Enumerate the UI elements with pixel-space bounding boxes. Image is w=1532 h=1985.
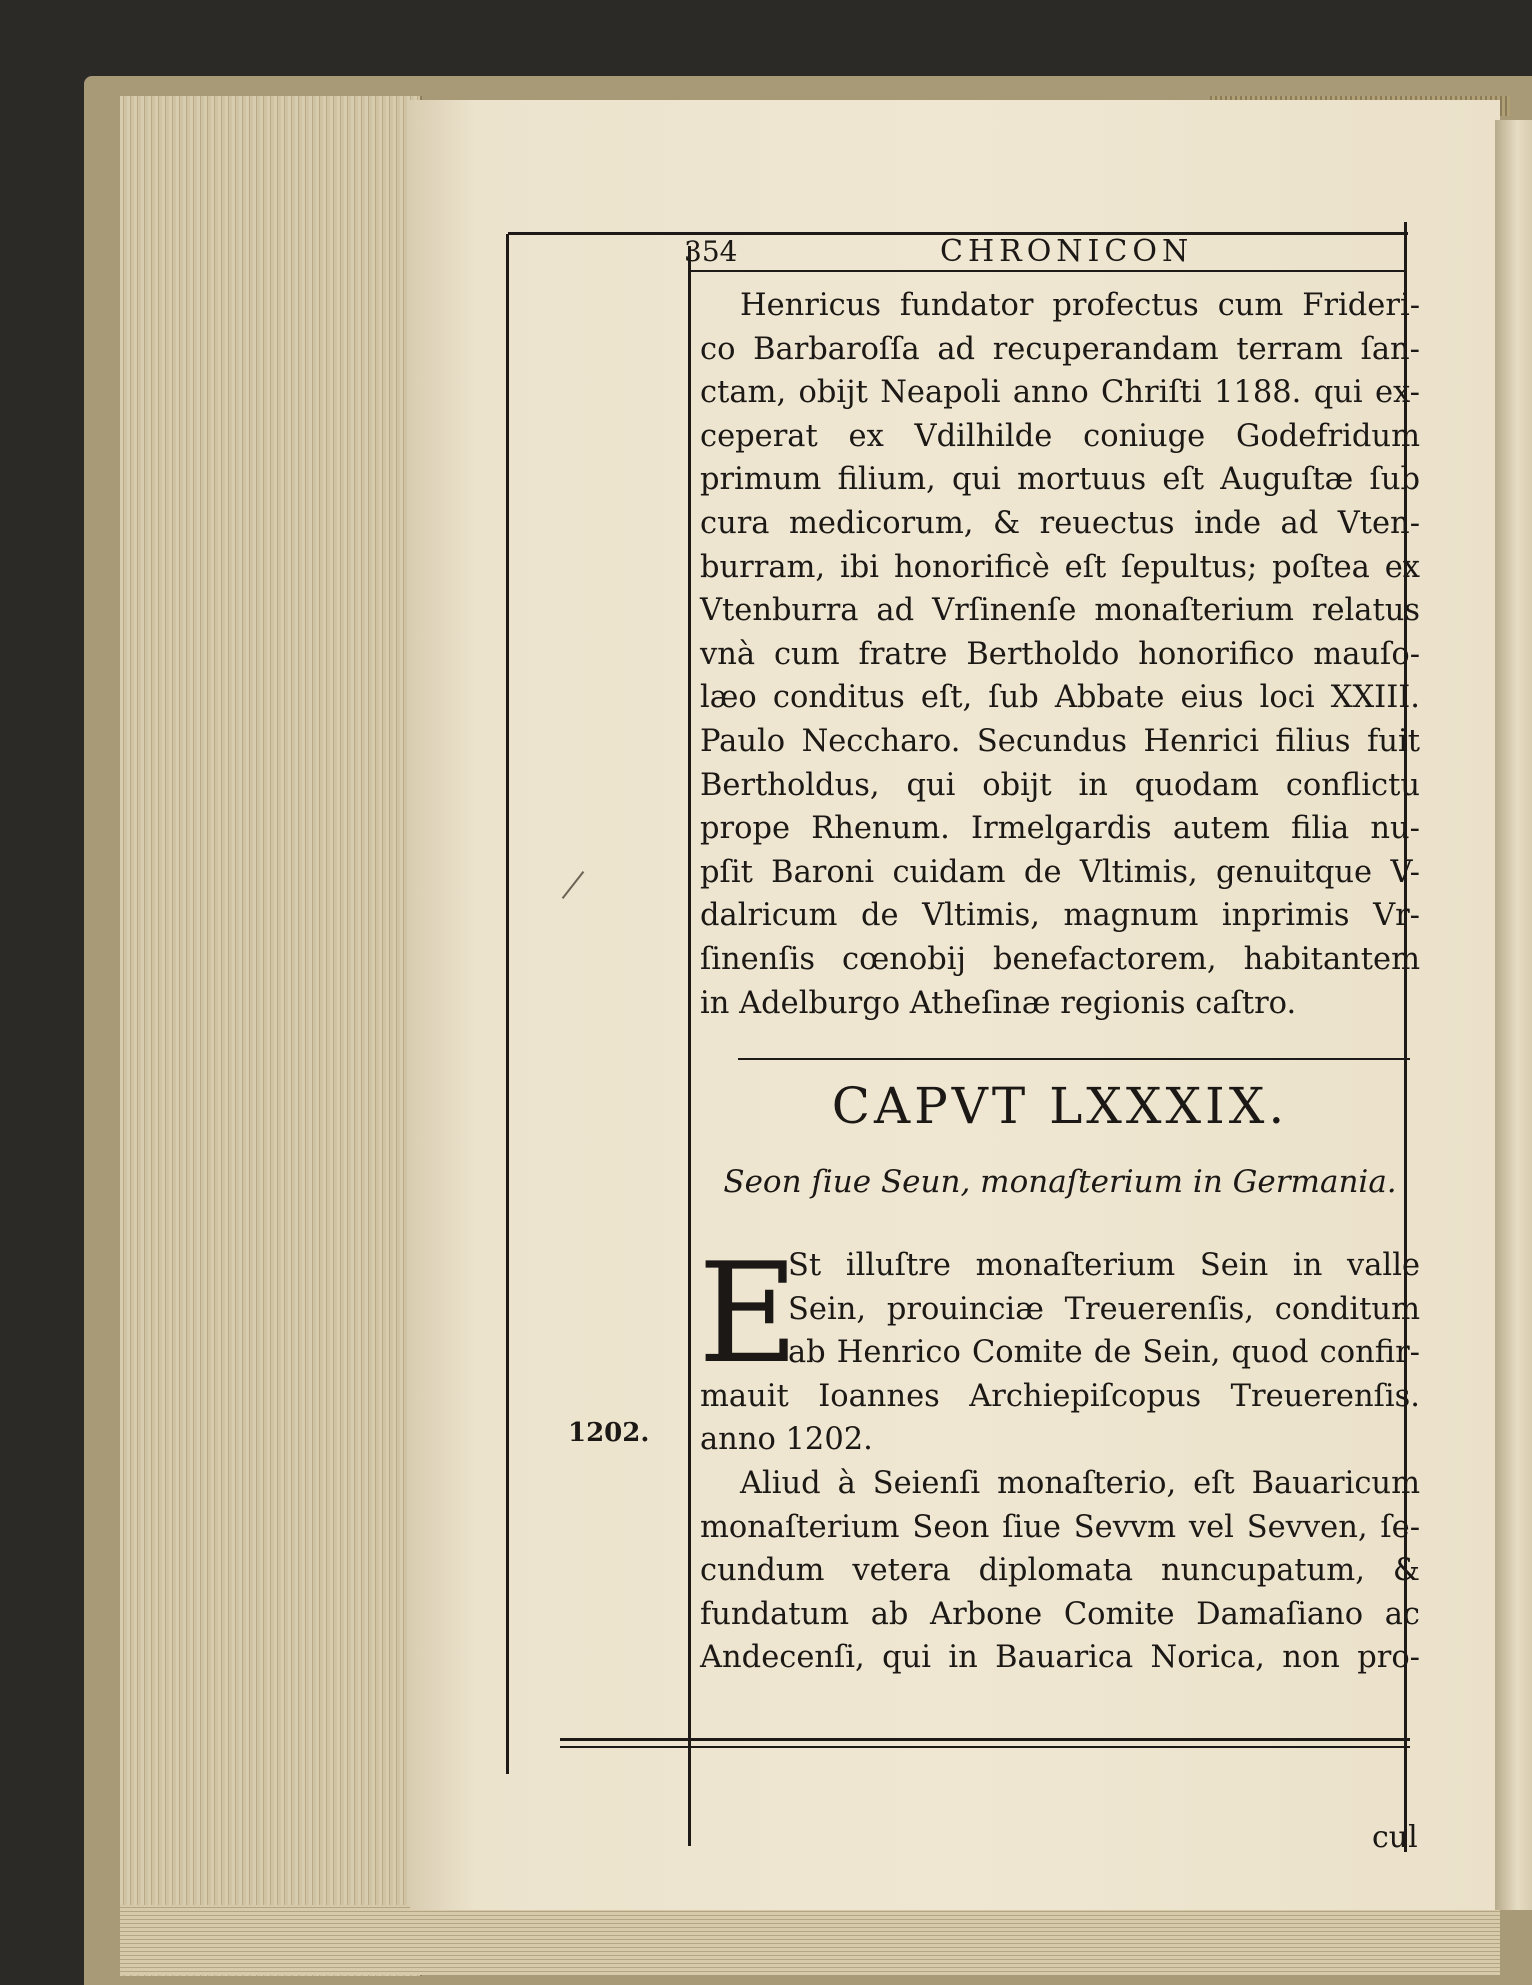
- facing-page-edge: [1495, 120, 1532, 1910]
- text-line: Andecenſi, qui in Bauarica Norica, non pro-: [700, 1640, 1420, 1676]
- text-line: dalricum de Vltimis, magnum inprimis Vr-: [700, 898, 1420, 934]
- chapter-rule: [738, 1058, 1410, 1060]
- text-line: St illuſtre monaſterium Sein in valle: [788, 1248, 1420, 1283]
- text-line: prope Rhenum. Irmelgardis autem filia nu-: [700, 811, 1420, 847]
- text-line: anno 1202.: [700, 1422, 873, 1458]
- text-line: burram, ibi honorificè eſt ſepultus; poſtea ex: [700, 549, 1420, 585]
- text-line: Bertholdus, qui obijt in quodam conflictu: [700, 767, 1420, 803]
- text-line: pſit Baroni cuidam de Vltimis, genuitque V-: [700, 854, 1420, 890]
- text-line: Paulo Neccharo. Secundus Henrici filius fuit: [700, 723, 1420, 759]
- text-line: Aliud à Seienſi monaſterio, eſt Bauaricum: [740, 1465, 1420, 1501]
- bottom-rule-1: [560, 1738, 1410, 1741]
- text-line: fundatum ab Arbone Comite Damaſiano ac: [700, 1596, 1420, 1632]
- chapter-subtitle: Seon ſiue Seun, monaſterium in Germania.: [723, 1164, 1397, 1200]
- margin-note-year: 1202.: [568, 1418, 650, 1448]
- text-line: in Adelburgo Atheſinæ regionis caſtro.: [700, 985, 1297, 1021]
- text-line: læo conditus eſt, ſub Abbate eius loci XXIII.: [700, 680, 1420, 716]
- catchword: cul: [1372, 1820, 1418, 1855]
- text-line: mauit Ioannes Archiepiſcopus Treuerenſis.: [700, 1378, 1420, 1414]
- drop-cap: E: [698, 1233, 799, 1394]
- text-line: monaſterium Seon ſiue Sevvm vel Sevven, ſe-: [700, 1509, 1420, 1545]
- page-edges: [120, 96, 422, 1976]
- page-number: 354: [684, 235, 738, 268]
- inner-frame-left: [688, 246, 691, 1846]
- running-title: CHRONICON: [940, 234, 1194, 269]
- running-head: [0, 232, 1532, 272]
- text-line: ceperat ex Vdilhilde coniuge Godefridum: [700, 418, 1420, 454]
- text-line: Henricus fundator profectus cum Frideri-: [740, 288, 1420, 323]
- text-line: ctam, obijt Neapoli anno Chriſti 1188. qui ex-: [700, 375, 1420, 411]
- bottom-rule-2: [560, 1746, 1410, 1748]
- chapter-title: CAPVT LXXXIX.: [831, 1077, 1289, 1135]
- text-line: Vtenburra ad Vrſinenſe monaſterium relatus: [700, 593, 1420, 629]
- text-line: ſinenſis cœnobij benefactorem, habitantem: [700, 941, 1420, 977]
- text-line: Sein, prouinciæ Treuerenſis, conditum: [788, 1291, 1420, 1327]
- outer-frame-left: [506, 234, 509, 1774]
- text-line: ab Henrico Comite de Sein, quod confir-: [788, 1335, 1420, 1371]
- text-line: cundum vetera diplomata nuncupatum, &: [700, 1553, 1420, 1589]
- text-line: cura medicorum, & reuectus inde ad Vten-: [700, 505, 1420, 541]
- text-line: primum filium, qui mortuus eſt Auguſtæ ſub: [700, 462, 1420, 498]
- page-edges-bottom: [120, 1905, 1500, 1975]
- text-line: vnà cum fratre Bertholdo honorifico mauſo-: [700, 636, 1420, 672]
- text-line: co Barbaroſſa ad recuperandam terram ſan-: [700, 331, 1420, 367]
- paragraph-2: [698, 1233, 1420, 1680]
- paragraph-1: [700, 284, 1420, 1025]
